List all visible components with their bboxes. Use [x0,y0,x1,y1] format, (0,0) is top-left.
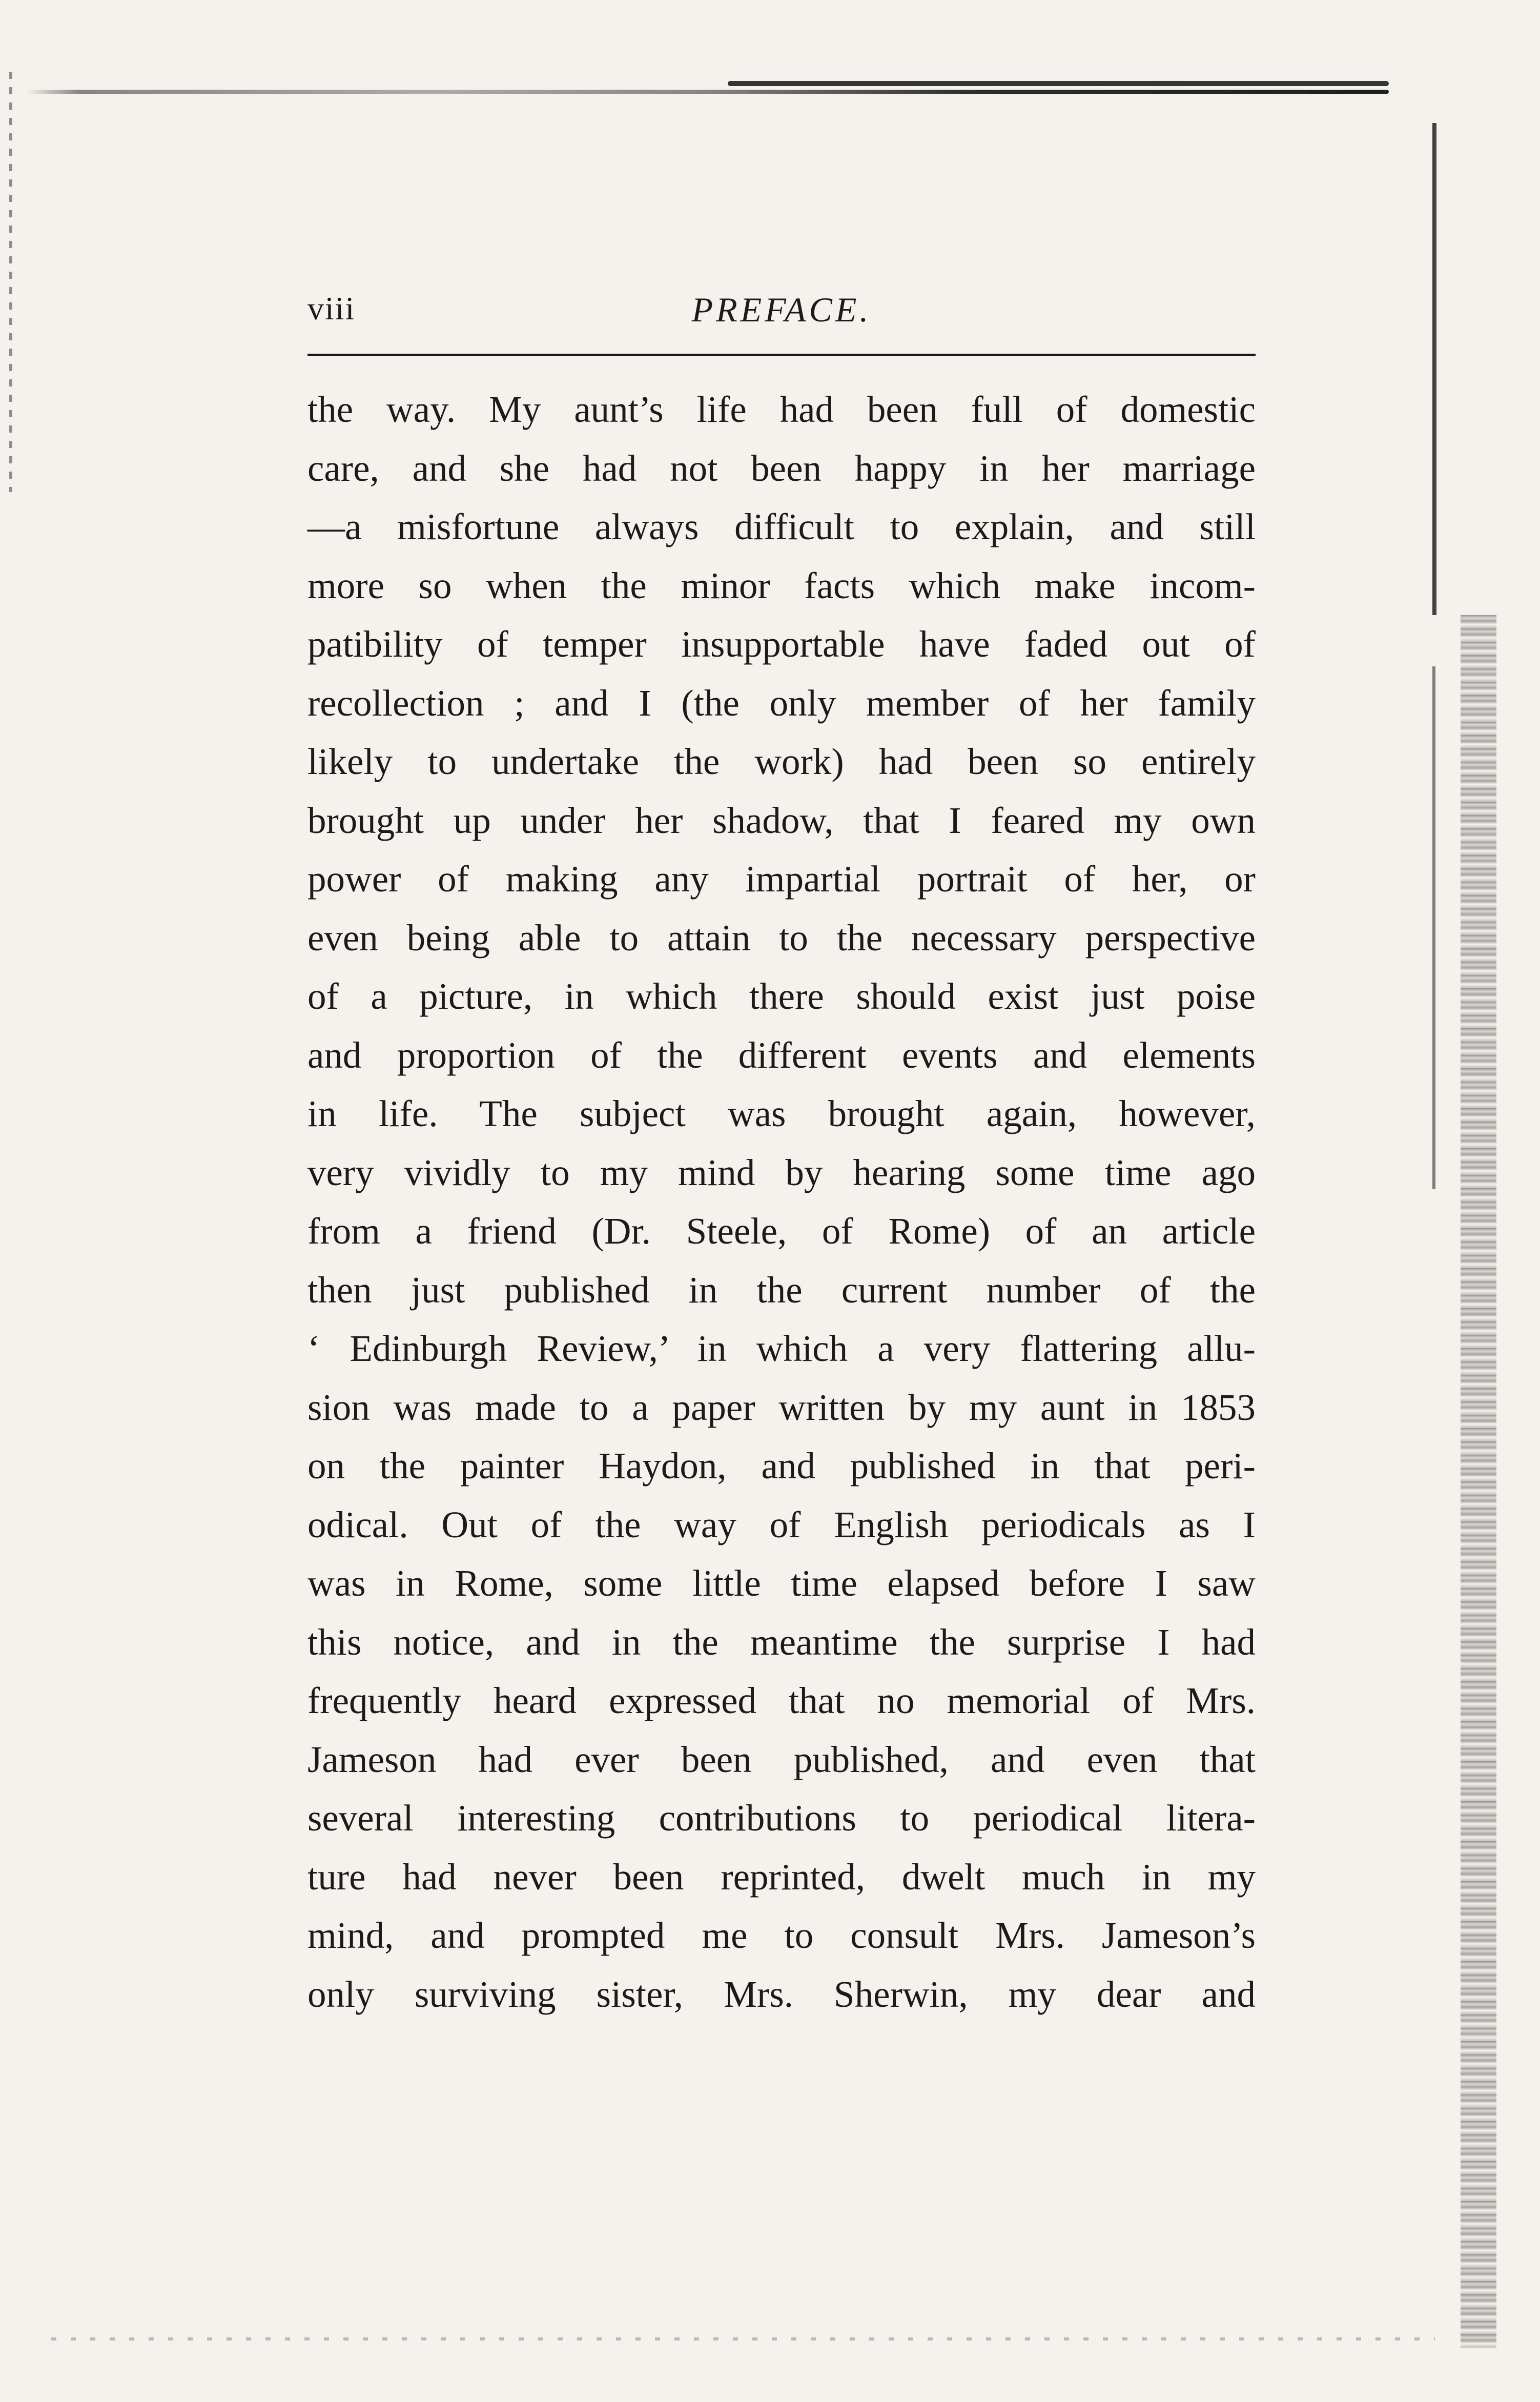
text-line: sion was made to a paper written by my aunt in 1853 [307,1386,1256,1428]
scan-right-edge-lower [1432,666,1435,1189]
text-line: in life. The subject was brought again, however, [307,1093,1256,1134]
text-line: brought up under her shadow, that I feared my own [307,799,1256,841]
text-line: care, and she had not been happy in her marriage [307,447,1256,489]
text-line: —a misfortune always difficult to explain, and still [307,506,1256,547]
scan-left-edge [9,72,12,492]
text-line: on the painter Haydon, and published in that peri- [307,1445,1256,1487]
text-line: then just published in the current number of the [307,1269,1256,1311]
text-line: this notice, and in the meantime the surprise I had [307,1621,1256,1663]
text-line: the way. My aunt’s life had been full of domestic [307,389,1256,430]
text-line: very vividly to my mind by hearing some time ago [307,1151,1256,1193]
text-line: of a picture, in which there should exist just poise [307,975,1256,1017]
text-line: was in Rome, some little time elapsed before I saw [307,1562,1256,1604]
text-line: patibility of temper insupportable have faded out of [307,623,1256,665]
scan-top-border [26,90,1389,94]
text-line: recollection ; and I (the only member of her family [307,682,1256,724]
text-line: and proportion of the different events and elements [307,1034,1256,1076]
text-line: mind, and prompted me to consult Mrs. Jameson’s [307,1915,1256,1956]
text-line: more so when the minor facts which make incom- [307,564,1256,606]
scan-top-border-dark [728,81,1389,86]
body-text [307,380,1256,2024]
text-line: likely to undertake the work) had been so entirely [307,741,1256,782]
page-number: viii [307,290,356,327]
text-line: from a friend (Dr. Steele, of Rome) of an article [307,1210,1256,1252]
scan-binding-gutter [1461,615,1496,2348]
running-title: PREFACE. [691,290,872,329]
scan-right-edge [1432,123,1436,615]
text-line: Jameson had ever been published, and even that [307,1738,1256,1780]
text-line: even being able to attain to the necessary perspective [307,917,1256,959]
scan-bottom-edge [51,2337,1435,2340]
text-line: several interesting contributions to periodical litera- [307,1797,1256,1839]
text-line: frequently heard expressed that no memorial of Mrs. [307,1680,1256,1721]
text-line: ‘ Edinburgh Review,’ in which a very flattering allu- [307,1328,1256,1369]
header-rule [307,354,1256,356]
text-line: power of making any impartial portrait of her, or [307,858,1256,900]
text-line: ture had never been reprinted, dwelt much in my [307,1856,1256,1898]
text-line: only surviving sister, Mrs. Sherwin, my dear and [307,1973,1256,2015]
running-head [307,290,1256,336]
text-line: odical. Out of the way of English periodicals as I [307,1503,1256,1545]
